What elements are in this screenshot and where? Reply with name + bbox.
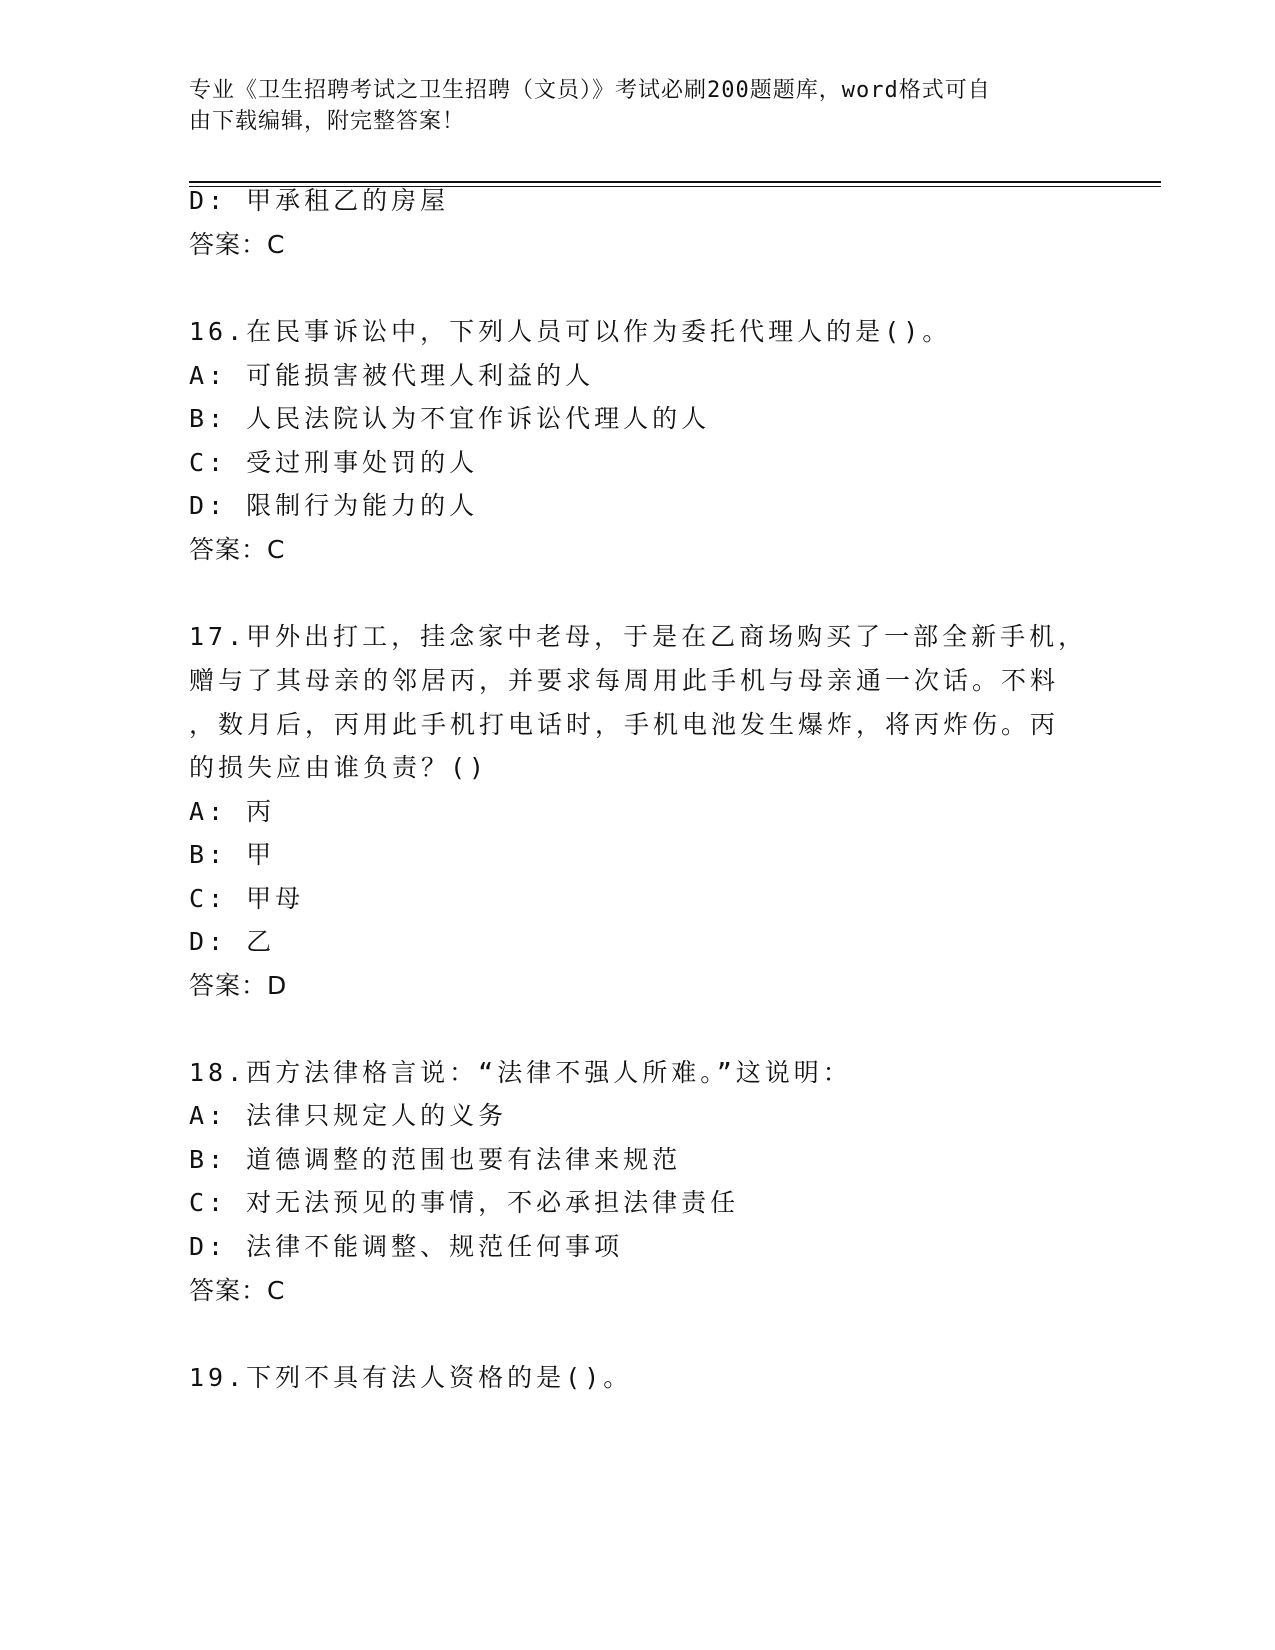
q15-answer: 答案：C — [189, 230, 286, 259]
header-line-1: 专业《卫生招聘考试之卫生招聘（文员）》考试必刷200题题库，word格式可自 — [189, 78, 991, 103]
q17-stem-line-4: 的损失应由谁负责？() — [189, 753, 489, 782]
document-header — [189, 75, 1069, 137]
q17-stem-line-3: ，数月后，丙用此手机打电话时，手机电池发生爆炸，将丙炸伤。丙 — [189, 710, 1060, 739]
q17-answer: 答案：D — [189, 971, 288, 1000]
q18-option-d: D: 法律不能调整、规范任何事项 — [189, 1232, 624, 1261]
q19-stem: 19.下列不具有法人资格的是()。 — [189, 1363, 633, 1392]
q17-stem-line-2: 赠与了其母亲的邻居丙，并要求每周用此手机与母亲通一次话。不料 — [189, 666, 1060, 695]
q18-answer: 答案：C — [189, 1276, 286, 1305]
q16-option-d: D: 限制行为能力的人 — [189, 491, 479, 520]
q16-option-c: C: 受过刑事处罚的人 — [189, 448, 479, 477]
q16-answer: 答案：C — [189, 535, 286, 564]
q17-option-c: C: 甲母 — [189, 884, 305, 913]
q15-option-d: D: 甲承租乙的房屋 — [189, 186, 450, 215]
q18-option-a: A: 法律只规定人的义务 — [189, 1101, 508, 1130]
q16-option-a: A: 可能损害被代理人利益的人 — [189, 361, 595, 390]
q17-option-a: A: 丙 — [189, 797, 276, 826]
q18-option-b: B: 道德调整的范围也要有法律来规范 — [189, 1145, 682, 1174]
q18-stem: 18.西方法律格言说：“法律不强人所难。”这说明： — [189, 1058, 852, 1087]
q17-stem-line-1: 17.甲外出打工，挂念家中老母，于是在乙商场购买了一部全新手机， — [189, 622, 1088, 651]
header-rule-thick — [189, 181, 1161, 183]
header-line-2: 由下载编辑，附完整答案！ — [189, 109, 466, 134]
q17-option-d: D: 乙 — [189, 927, 276, 956]
q18-option-c: C: 对无法预见的事情，不必承担法律责任 — [189, 1188, 740, 1217]
q16-stem: 16.在民事诉讼中，下列人员可以作为委托代理人的是()。 — [189, 317, 952, 346]
q17-option-b: B: 甲 — [189, 840, 276, 869]
q16-option-b: B: 人民法院认为不宜作诉讼代理人的人 — [189, 404, 711, 433]
